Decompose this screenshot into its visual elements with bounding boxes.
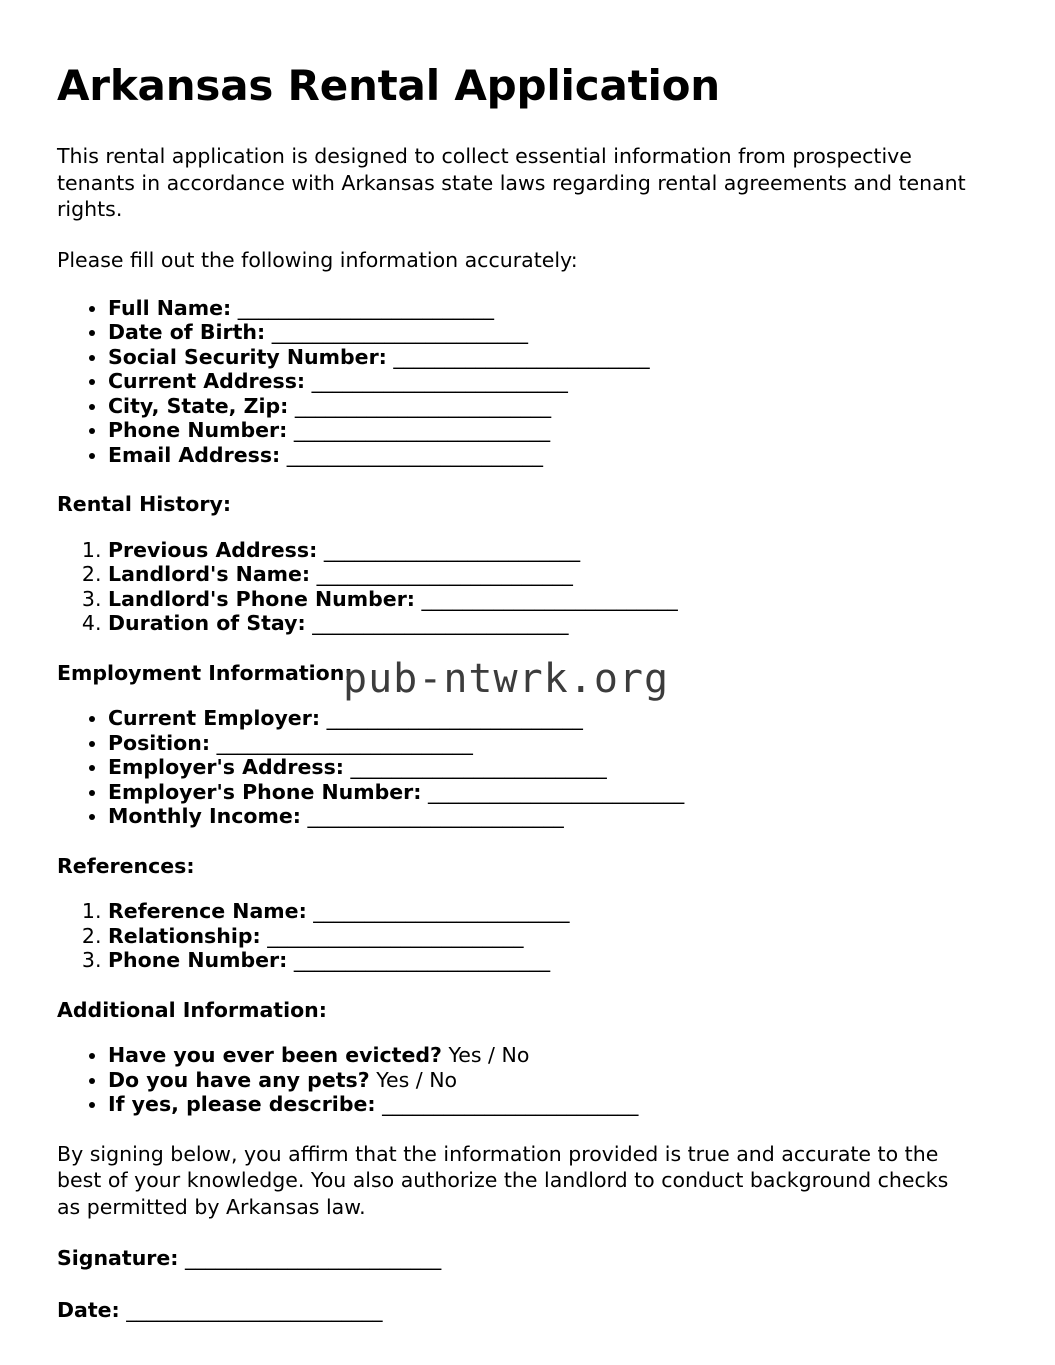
field-label: Social Security Number:	[108, 344, 387, 369]
list-item	[108, 345, 975, 369]
list-item	[108, 804, 975, 828]
watermark-text: pub-ntwrk.org	[343, 656, 670, 702]
signature-blank[interactable]: _________________________	[185, 1245, 442, 1270]
field-blank[interactable]: _________________________	[307, 804, 564, 829]
personal-information-list	[57, 296, 975, 467]
question-label: Do you have any pets?	[108, 1067, 370, 1092]
field-label: Employer's Phone Number:	[108, 779, 422, 804]
list-item	[108, 780, 975, 804]
field-label: Email Address:	[108, 442, 281, 467]
field-blank[interactable]: _________________________	[293, 948, 551, 973]
list-item	[108, 948, 975, 972]
employment-information-list	[57, 706, 975, 828]
list-item	[108, 538, 975, 562]
field-label: Reference Name:	[108, 899, 307, 924]
yes-no-option[interactable]: Yes / No	[448, 1043, 530, 1068]
instruction-paragraph: Please fill out the following information accurately:	[57, 247, 578, 272]
signature-row	[57, 1245, 975, 1272]
section-heading-additional-information: Additional Information:	[57, 997, 327, 1022]
field-label: Phone Number:	[108, 418, 288, 443]
yes-no-option[interactable]: Yes / No	[376, 1067, 458, 1092]
field-label: Employer's Address:	[108, 755, 344, 780]
field-label: Previous Address:	[108, 537, 318, 562]
section-heading-rental-history: Rental History:	[57, 491, 232, 516]
field-label: Landlord's Name:	[108, 562, 311, 587]
list-item	[108, 587, 975, 611]
section-heading-employment-information: Employment Information:	[57, 660, 353, 685]
field-blank[interactable]: _________________________	[326, 706, 583, 731]
field-blank[interactable]: _________________________	[216, 730, 473, 755]
affirmation-paragraph: By signing below, you affirm that the information provided is true and accurate to the best of your knowledge. You also authorize the landlord to conduct background checks as permitted by Arkansas law.	[57, 1141, 949, 1220]
list-item	[108, 899, 975, 923]
list-item	[108, 369, 975, 393]
field-label: Current Employer:	[108, 706, 321, 731]
field-label: Landlord's Phone Number:	[108, 586, 416, 611]
field-label: Duration of Stay:	[108, 611, 306, 636]
date-row	[57, 1297, 975, 1324]
intro-paragraph: This rental application is designed to collect essential information from prospective tenants in accordance with Arkansas state laws regarding rental agreements and tenant rights.	[57, 144, 966, 222]
field-blank[interactable]: _________________________	[312, 611, 569, 636]
field-blank[interactable]: _________________________	[237, 295, 495, 320]
field-blank[interactable]: _________________________	[350, 755, 607, 780]
field-blank[interactable]: _________________________	[382, 1092, 639, 1117]
field-label: Monthly Income:	[108, 804, 301, 829]
field-label: If yes, please describe:	[108, 1092, 376, 1117]
field-label: Relationship:	[108, 923, 261, 948]
list-item	[108, 418, 975, 442]
question-label: Have you ever been evicted?	[108, 1043, 442, 1068]
list-item	[108, 443, 975, 467]
date-blank[interactable]: _________________________	[126, 1298, 383, 1323]
field-blank[interactable]: _________________________	[311, 369, 568, 394]
list-item	[108, 296, 975, 320]
date-label: Date:	[57, 1298, 120, 1323]
field-blank[interactable]: _________________________	[323, 537, 581, 562]
list-item	[108, 924, 975, 948]
field-blank[interactable]: _________________________	[313, 899, 570, 924]
additional-information-list	[57, 1043, 975, 1116]
field-label: Date of Birth:	[108, 320, 266, 345]
field-label: Current Address:	[108, 369, 306, 394]
list-item	[108, 706, 975, 730]
list-item	[108, 731, 975, 755]
field-label: Full Name:	[108, 295, 232, 320]
field-blank[interactable]: _________________________	[271, 320, 528, 345]
signature-label: Signature:	[57, 1245, 179, 1270]
list-item	[108, 320, 975, 344]
field-blank[interactable]: _________________________	[316, 562, 573, 587]
list-item	[108, 611, 975, 635]
field-blank[interactable]: _________________________	[286, 442, 543, 467]
rental-history-list	[57, 538, 975, 636]
field-blank[interactable]: _________________________	[267, 923, 524, 948]
references-list	[57, 899, 975, 972]
page-title: Arkansas Rental Application	[57, 61, 721, 110]
field-label: City, State, Zip:	[108, 393, 289, 418]
field-blank[interactable]: _________________________	[421, 586, 678, 611]
list-item	[108, 1043, 975, 1067]
field-label: Phone Number:	[108, 948, 288, 973]
list-item	[108, 1092, 975, 1116]
list-item	[108, 394, 975, 418]
field-blank[interactable]: _________________________	[294, 393, 552, 418]
list-item	[108, 755, 975, 779]
list-item	[108, 562, 975, 586]
field-blank[interactable]: _________________________	[428, 779, 685, 804]
list-item	[108, 1068, 975, 1092]
field-blank[interactable]: _________________________	[393, 344, 650, 369]
field-blank[interactable]: _________________________	[293, 418, 551, 443]
field-label: Position:	[108, 730, 211, 755]
section-heading-references: References:	[57, 853, 195, 878]
